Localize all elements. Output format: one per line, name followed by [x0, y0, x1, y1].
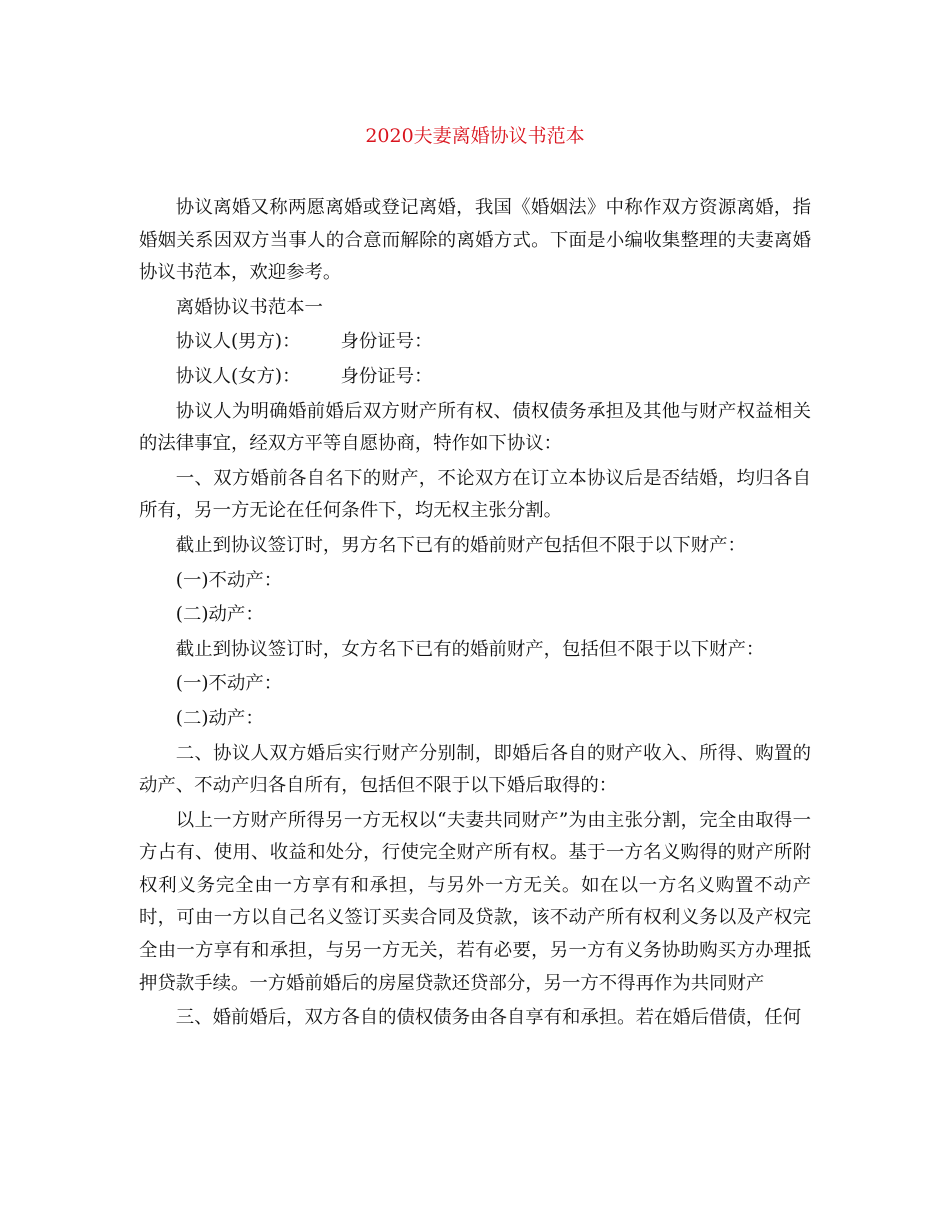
clause-2-detail-paragraph: 以上一方财产所得另一方无权以“夫妻共同财产”为由主张分割，完全由取得一方占有、使用、收益和处分，行使完全财产所有权。基于一方名义购得的财产所附权利义务完全由一方享有和承担，与另外一方无关。如在以一方名义购置不动产时，可由一方以自己名义签订买卖合同及贷款，该不动产所有权利义务以及产权完全由一方享有和承担，与另一方无关，若有必要，另一方有义务协助购买方办理抵押贷款手续。一方婚前婚后的房屋贷款还贷部分，另一方不得再作为共同财产 — [139, 809, 811, 994]
intro-paragraph: 协议离婚又称两愿离婚或登记离婚，我国《婚姻法》中称作双方资源离婚，指婚姻关系因双方当事人的合意而解除的离婚方式。下面是小编收集整理的夫妻离婚协议书范本，欢迎参考。 — [139, 197, 811, 284]
document-title: 2020夫妻离婚协议书范本 — [365, 125, 585, 147]
female-assets-paragraph: 截止到协议签订时，女方名下已有的婚前财产，包括但不限于以下财产： — [175, 638, 765, 660]
female-asset-item: (二)动产： — [175, 707, 264, 729]
female-asset-item: (一)不动产： — [175, 673, 283, 695]
party-male-label: 协议人(男方)： — [175, 331, 301, 353]
clause-1-paragraph: 一、双方婚前各自名下的财产，不论双方在订立本协议后是否结婚，均归各自所有，另一方无论在任何条件下，均无权主张分割。 — [139, 467, 811, 522]
clause-2-paragraph: 二、协议人双方婚后实行财产分别制，即婚后各自的财产收入、所得、购置的动产、不动产归各自所有，包括但不限于以下婚后取得的： — [139, 742, 811, 797]
section-heading: 离婚协议书范本一 — [175, 296, 323, 318]
party-male-id-label: 身份证号： — [340, 331, 433, 353]
document-body — [139, 192, 811, 1037]
clause-3-paragraph: 三、婚前婚后，双方各自的债权债务由各自享有和承担。若在婚后借债，任何 — [175, 1007, 802, 1029]
male-asset-item: (一)不动产： — [175, 569, 283, 591]
male-asset-item: (二)动产： — [175, 604, 264, 626]
purpose-paragraph: 协议人为明确婚前婚后双方财产所有权、债权债务承担及其他与财产权益相关的法律事宜，经双方平等自愿协商，特作如下协议： — [139, 400, 811, 455]
party-female-label: 协议人(女方)： — [175, 365, 301, 387]
male-assets-paragraph: 截止到协议签订时，男方名下已有的婚前财产包括但不限于以下财产： — [175, 534, 746, 556]
party-female-id-label: 身份证号： — [340, 365, 433, 387]
party-female-line — [139, 361, 811, 394]
party-male-line — [139, 326, 811, 359]
